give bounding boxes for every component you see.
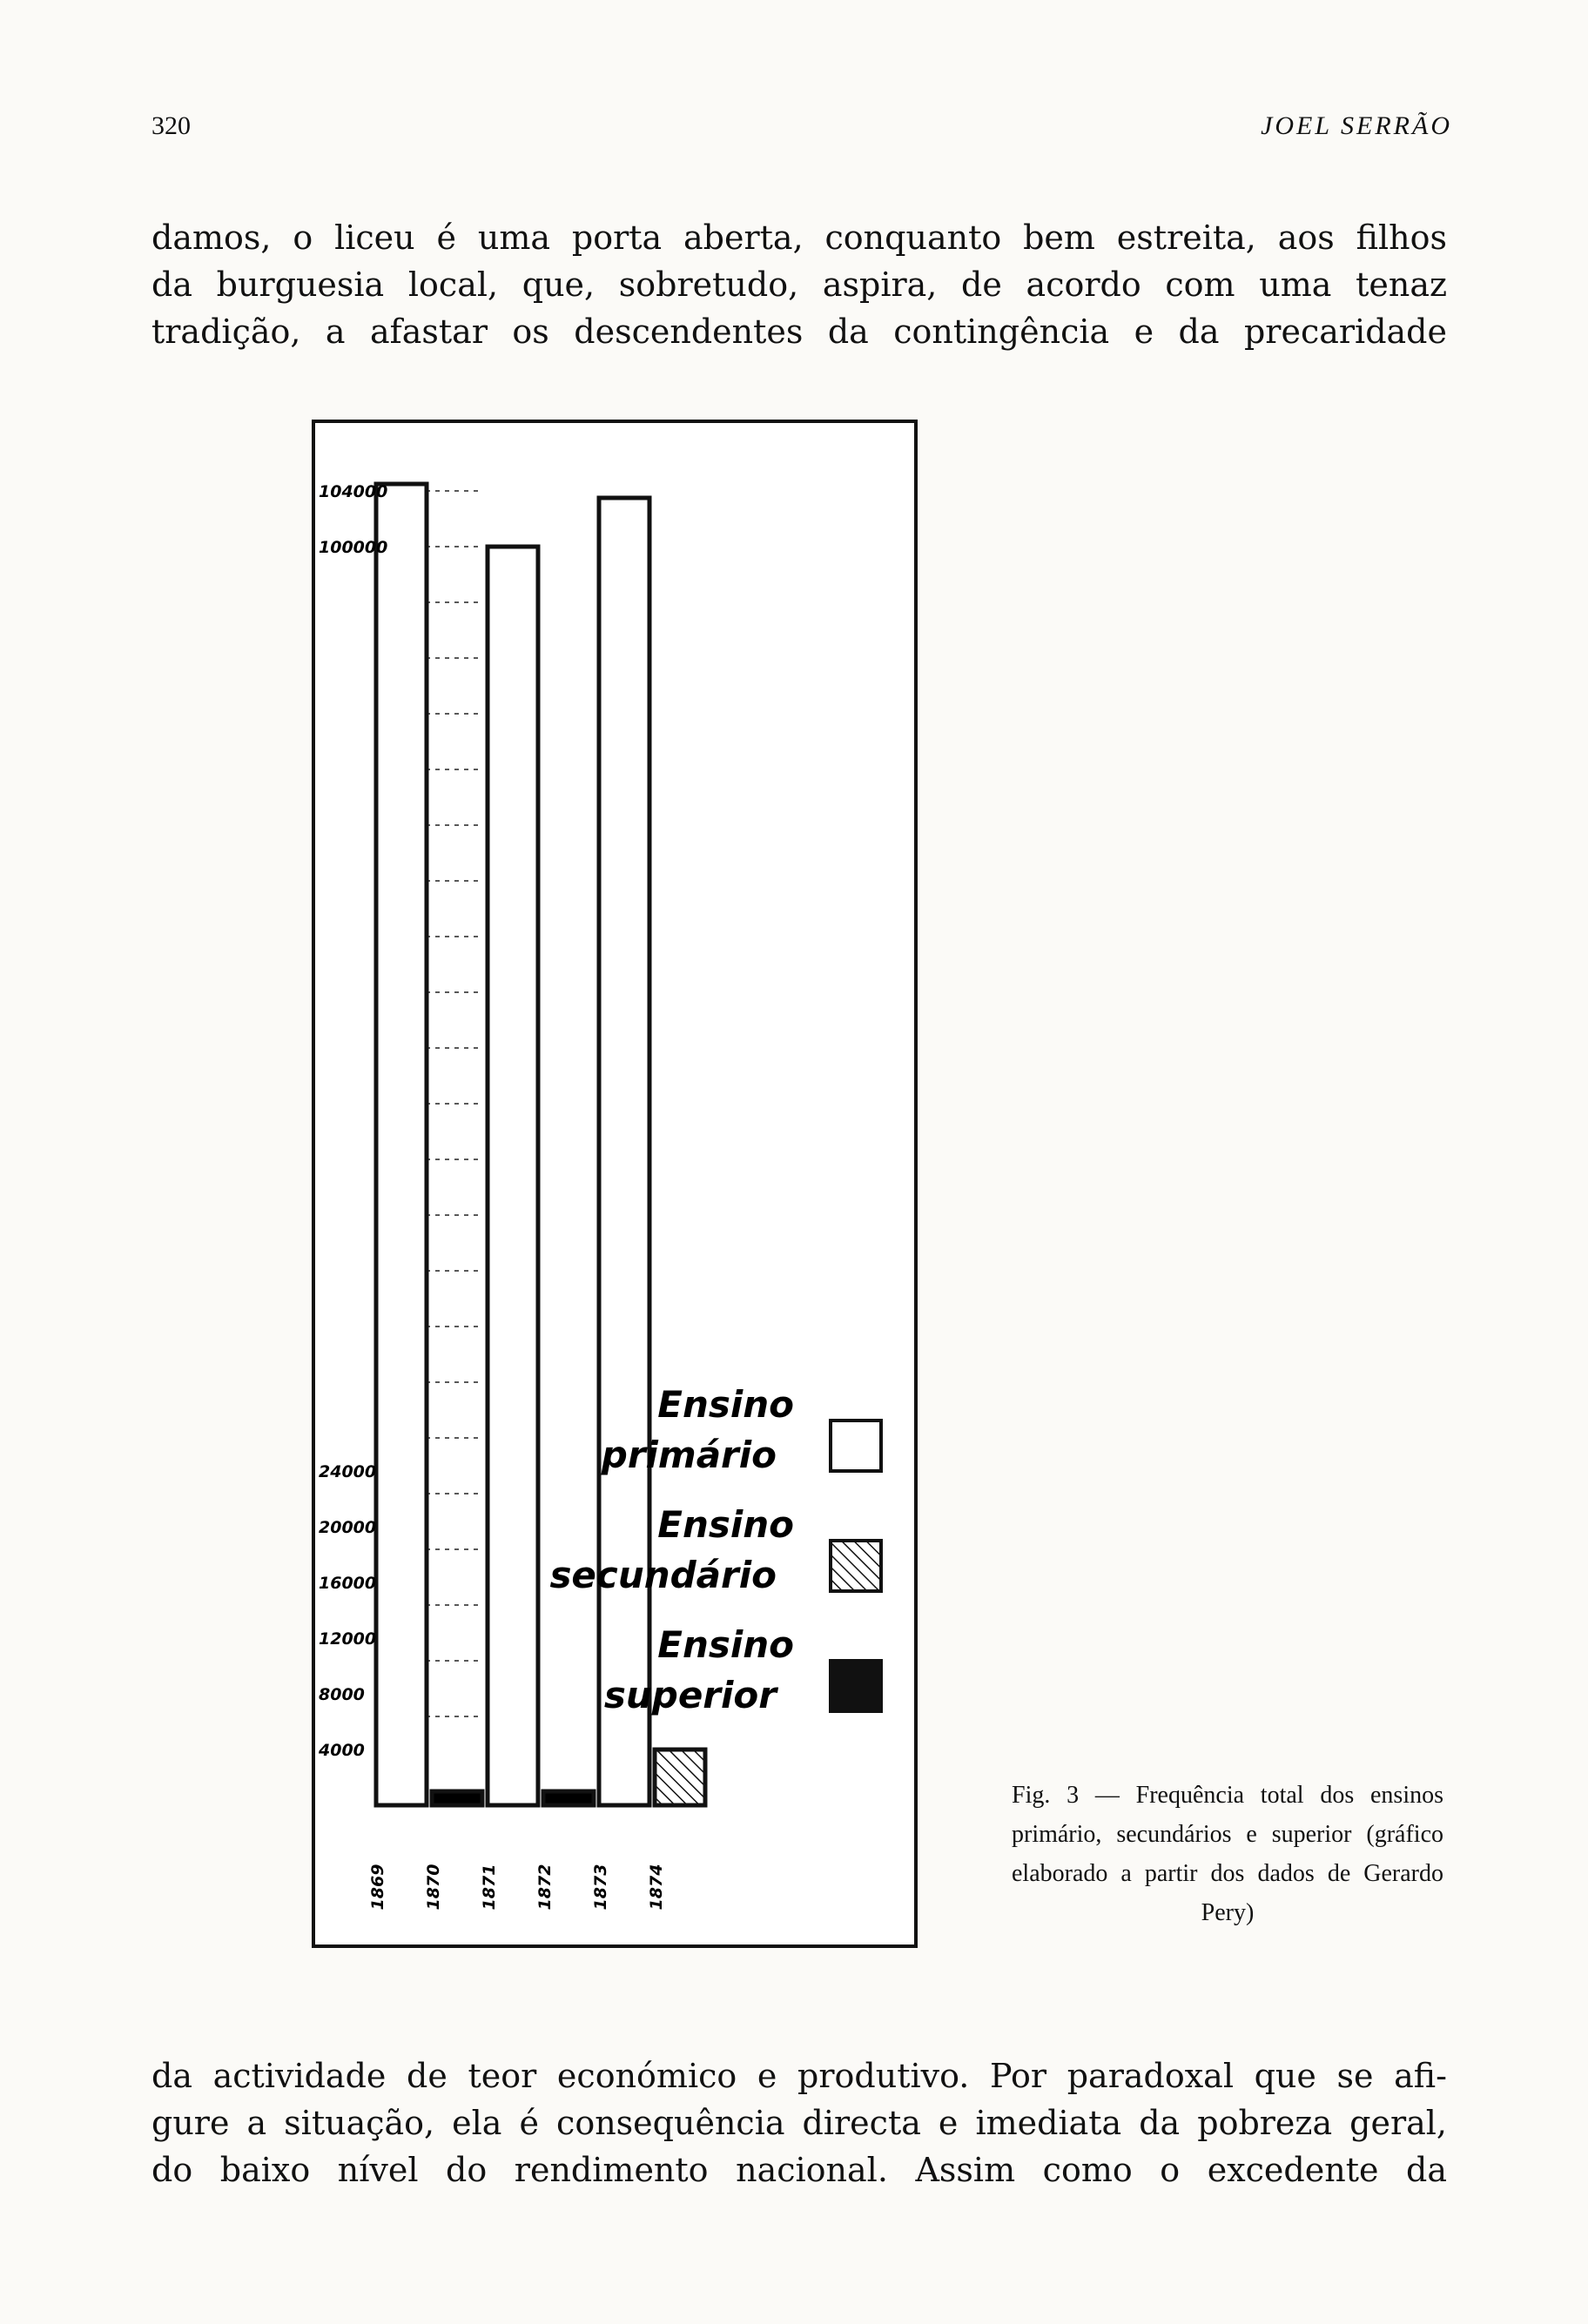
bar-1873 (599, 498, 649, 1805)
y-tick-label: 24000 (319, 1462, 377, 1481)
bar-chart (306, 416, 925, 1953)
legend-label-line1: Ensino (657, 1503, 794, 1546)
x-tick-label-1874: 1874 (647, 1864, 666, 1911)
page-number: 320 (151, 111, 191, 140)
legend-swatch (831, 1421, 881, 1471)
x-tick-label-1869: 1869 (368, 1864, 387, 1911)
y-tick-label: 16000 (319, 1574, 377, 1593)
running-head: JOEL SERRÃO (1261, 111, 1452, 140)
legend-label-line2: superior (603, 1674, 777, 1716)
paragraph-line: gure a situação, ela é consequência directa e imediata da pobreza geral, (151, 2104, 1447, 2142)
figure-3 (306, 416, 925, 1953)
paragraph-line: da burguesia local, que, sobretudo, aspira, de acordo com uma tenaz (151, 265, 1447, 304)
paragraph-top (151, 214, 1447, 355)
bar-1874 (655, 1750, 705, 1805)
bar-1872 (543, 1791, 594, 1805)
legend-swatch (831, 1661, 881, 1711)
x-tick-label-1870: 1870 (424, 1864, 443, 1911)
legend-label-line1: Ensino (657, 1623, 794, 1666)
bar-1870 (432, 1791, 482, 1805)
x-tick-label-1873: 1873 (591, 1864, 610, 1911)
legend-label-line2: primário (601, 1434, 777, 1476)
paragraph-line: do baixo nível do rendimento nacional. Assim como o excedente da (151, 2151, 1447, 2189)
bar-1871 (488, 547, 538, 1805)
y-tick-label: 20000 (319, 1518, 377, 1537)
legend-label-line2: secundário (549, 1554, 777, 1596)
x-tick-label-1872: 1872 (535, 1864, 555, 1911)
paragraph-line: tradição, a afastar os descendentes da contingência e da precaridade (151, 312, 1447, 351)
figure-caption: Fig. 3 — Frequência total dos ensinos primário, secundários e superior (gráfico elaborado a partir dos dados de Gerardo Pery) (1012, 1782, 1443, 1926)
legend-label-line1: Ensino (657, 1383, 794, 1426)
bar-1869 (376, 484, 427, 1805)
y-tick-label: 104000 (319, 482, 388, 501)
paragraph-bottom (151, 2052, 1447, 2193)
paragraph-line: da actividade de teor económico e produtivo. Por paradoxal que se afi- (151, 2057, 1447, 2095)
paragraph-line: damos, o liceu é uma porta aberta, conquanto bem estreita, aos filhos (151, 218, 1447, 257)
y-tick-label: 12000 (319, 1629, 377, 1649)
x-tick-label-1871: 1871 (480, 1864, 499, 1911)
y-tick-label: 8000 (319, 1685, 365, 1704)
legend-swatch (831, 1541, 881, 1591)
y-tick-label: 4000 (319, 1741, 365, 1760)
y-tick-label: 100000 (319, 538, 388, 557)
